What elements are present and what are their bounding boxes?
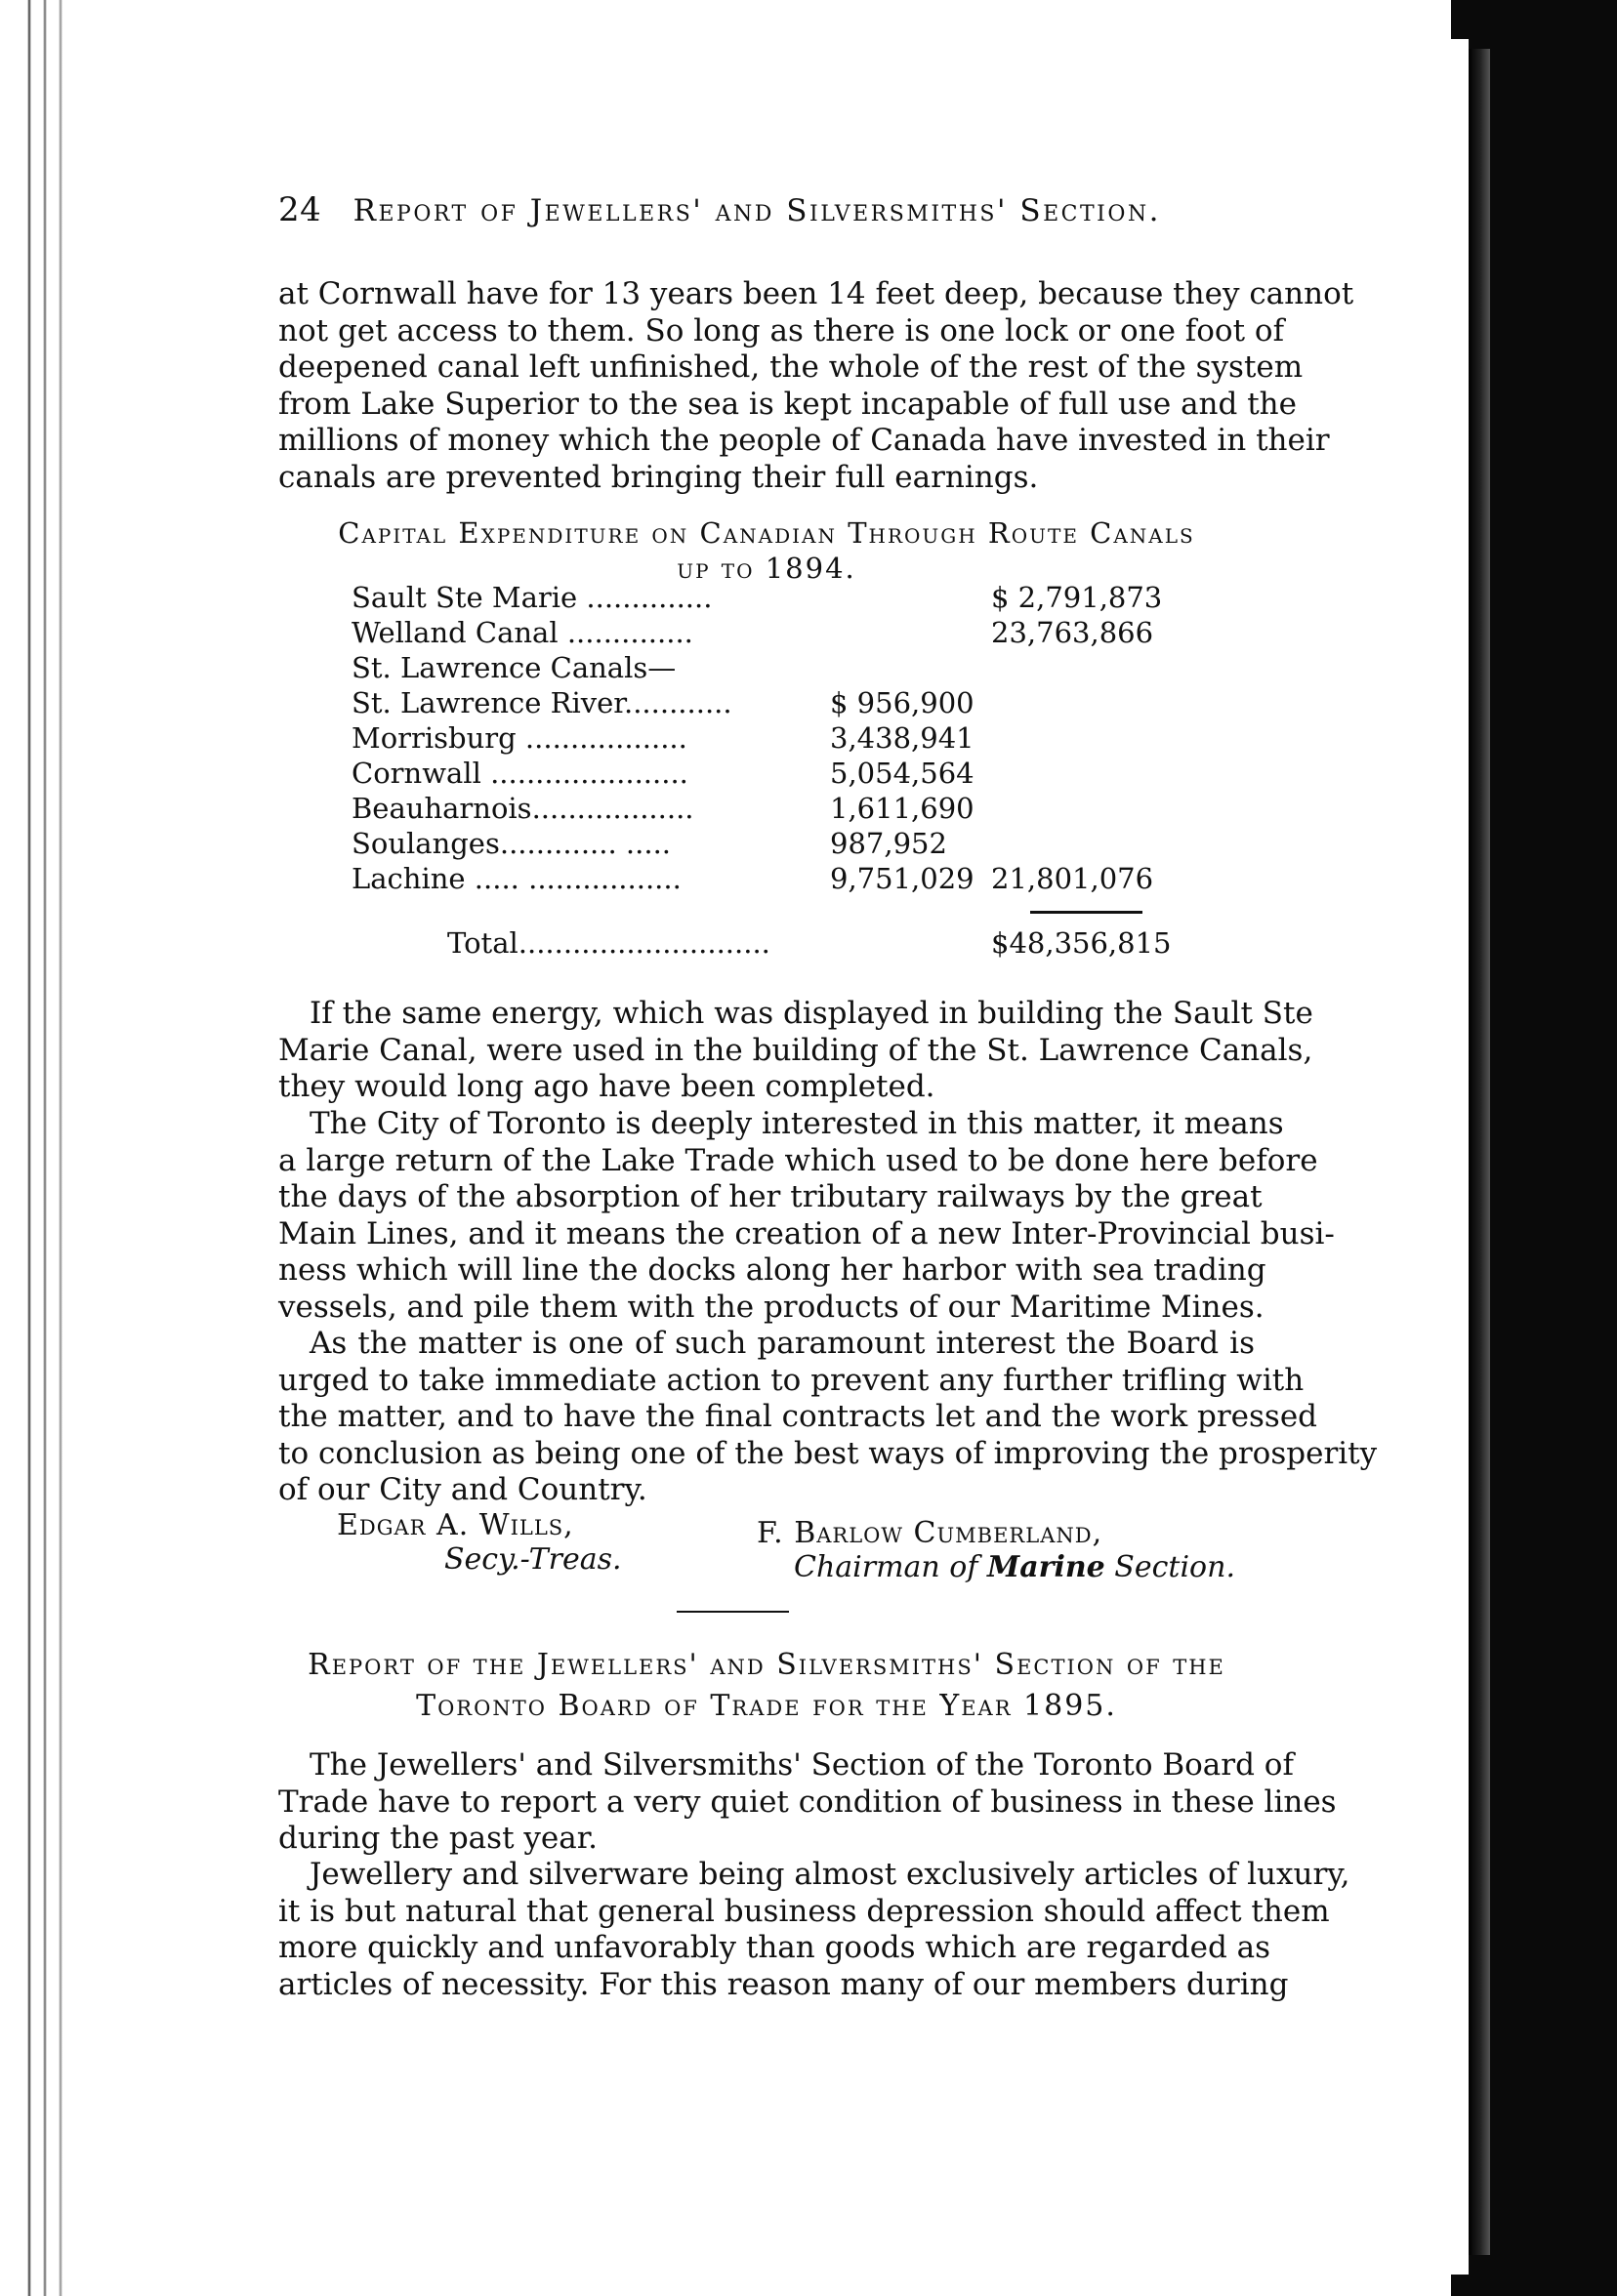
report-heading: [278, 1645, 1255, 1727]
signatory-title: Chairman of Marine Section.: [794, 1550, 1235, 1584]
text-line: canals are prevented bringing their full earnings.: [278, 459, 1039, 495]
text-line: of our City and Country.: [278, 1472, 647, 1507]
text-line: they would long ago have been completed.: [278, 1069, 935, 1104]
text-line: from Lake Superior to the sea is kept incapable of full use and the: [278, 386, 1297, 422]
canal-name: Cornwall ......................: [352, 757, 688, 790]
text-line: vessels, and pile them with the products of our Maritime Mines.: [278, 1289, 1265, 1325]
text-line: to conclusion as being one of the best ways of improving the prosperity: [278, 1435, 1378, 1471]
text-line: more quickly and unfavorably than goods which are regarded as: [278, 1930, 1271, 1965]
total-label: Total............................: [447, 926, 770, 960]
table-row: [352, 651, 1230, 686]
st-lawrence-subtotal: 21,801,076: [991, 862, 1154, 895]
scan-left-edge: [0, 0, 70, 2296]
table-heading: [278, 515, 1255, 586]
total-amount: $48,356,815: [991, 926, 1172, 960]
canal-amount: $ 2,791,873: [991, 581, 1163, 614]
signature-right: [757, 1516, 1235, 1584]
table-row: [352, 827, 1230, 862]
canal-amount: 987,952: [830, 827, 947, 860]
body-paragraph: [278, 1106, 1335, 1326]
canal-amount: 23,763,866: [991, 616, 1154, 649]
report-heading-line: Report of the Jewellers' and Silversmiths' Section of the: [308, 1648, 1225, 1682]
canal-amount: 9,751,029: [830, 862, 974, 895]
table-row: [352, 792, 1230, 827]
text-line: deepened canal left unfinished, the whole of the rest of the system: [278, 349, 1304, 385]
page-edge: [1451, 39, 1469, 2275]
signatory-name: F. Barlow Cumberland,: [757, 1516, 1103, 1550]
text-line: urged to take immediate action to prevent any further trifling with: [278, 1362, 1305, 1398]
canal-name: Sault Ste Marie ..............: [352, 581, 713, 614]
text-line: millions of money which the people of Canada have invested in their: [278, 423, 1330, 458]
text-line: The City of Toronto is deeply interested in this matter, it means: [310, 1106, 1284, 1141]
running-head-title: Report of Jewellers' and Silversmiths' Section.: [352, 193, 1161, 228]
text-line: Main Lines, and it means the creation of a new Inter-Provincial busi-: [278, 1215, 1335, 1251]
report-paragraph: [278, 1857, 1350, 2003]
signatory-title: Secy.-Treas.: [444, 1542, 622, 1577]
table-row: [352, 581, 1230, 616]
page-shadow: [1469, 49, 1490, 2255]
page-number: 24: [278, 190, 322, 229]
canal-group-label: St. Lawrence Canals—: [352, 651, 677, 684]
table-row: [352, 686, 1230, 721]
text-line: the days of the absorption of her tributary railways by the great: [278, 1179, 1263, 1214]
text-line: If the same energy, which was displayed in building the Sault Ste: [310, 996, 1313, 1031]
table-heading-line: Capital Expenditure on Canadian Through Route Canals: [338, 516, 1195, 550]
body-paragraph: [278, 1326, 1378, 1509]
canal-amount: 3,438,941: [830, 721, 974, 755]
text-line: The Jewellers' and Silversmiths' Section of the Toronto Board of: [310, 1747, 1294, 1783]
text-line: the matter, and to have the final contracts let and the work pressed: [278, 1399, 1318, 1434]
running-head: [278, 190, 1255, 229]
text-line: during the past year.: [278, 1821, 598, 1856]
canal-name: Lachine ..... .................: [352, 862, 682, 895]
text-line: ness which will line the docks along her harbor with sea trading: [278, 1252, 1266, 1288]
text-line: at Cornwall have for 13 years been 14 feet deep, because they cannot: [278, 276, 1354, 311]
text-line: articles of necessity. For this reason many of our members during: [278, 1966, 1289, 2002]
signatory-name: Edgar A. Wills,: [337, 1508, 574, 1542]
intro-paragraph: [278, 276, 1354, 496]
canal-name: Beauharnois..................: [352, 792, 694, 825]
text-line: Marie Canal, were used in the building of the St. Lawrence Canals,: [278, 1032, 1313, 1068]
text-line: not get access to them. So long as there is one lock or one foot of: [278, 312, 1285, 348]
text-line: Jewellery and silverware being almost exclusively articles of luxury,: [310, 1857, 1350, 1892]
table-row: [352, 862, 1230, 897]
table-total-row: [352, 926, 1230, 962]
table-heading-line: up to 1894.: [677, 552, 856, 585]
text-line: Trade have to report a very quiet condition of business in these lines: [278, 1784, 1337, 1820]
signature-left: [337, 1508, 622, 1577]
text-line: it is but natural that general business depression should affect them: [278, 1893, 1330, 1929]
table-row: [352, 757, 1230, 792]
body-paragraph: [278, 996, 1313, 1106]
section-divider: [677, 1611, 789, 1613]
text-line: As the matter is one of such paramount interest the Board is: [310, 1326, 1255, 1361]
total-rule: [1030, 911, 1142, 914]
canal-name: St. Lawrence River............: [352, 686, 732, 719]
table-row: [352, 616, 1230, 651]
canal-name: Soulanges............. .....: [352, 827, 672, 860]
canal-name: Morrisburg ..................: [352, 721, 687, 755]
scan-right-edge: [1451, 0, 1617, 2296]
table-row: [352, 721, 1230, 757]
canal-name: Welland Canal ..............: [352, 616, 693, 649]
text-line: a large return of the Lake Trade which used to be done here before: [278, 1142, 1318, 1178]
report-paragraph: [278, 1747, 1337, 1858]
canal-amount: 5,054,564: [830, 757, 974, 790]
canal-amount: $ 956,900: [830, 686, 974, 719]
canal-amount: 1,611,690: [830, 792, 974, 825]
report-heading-line: Toronto Board of Trade for the Year 1895.: [416, 1689, 1117, 1723]
